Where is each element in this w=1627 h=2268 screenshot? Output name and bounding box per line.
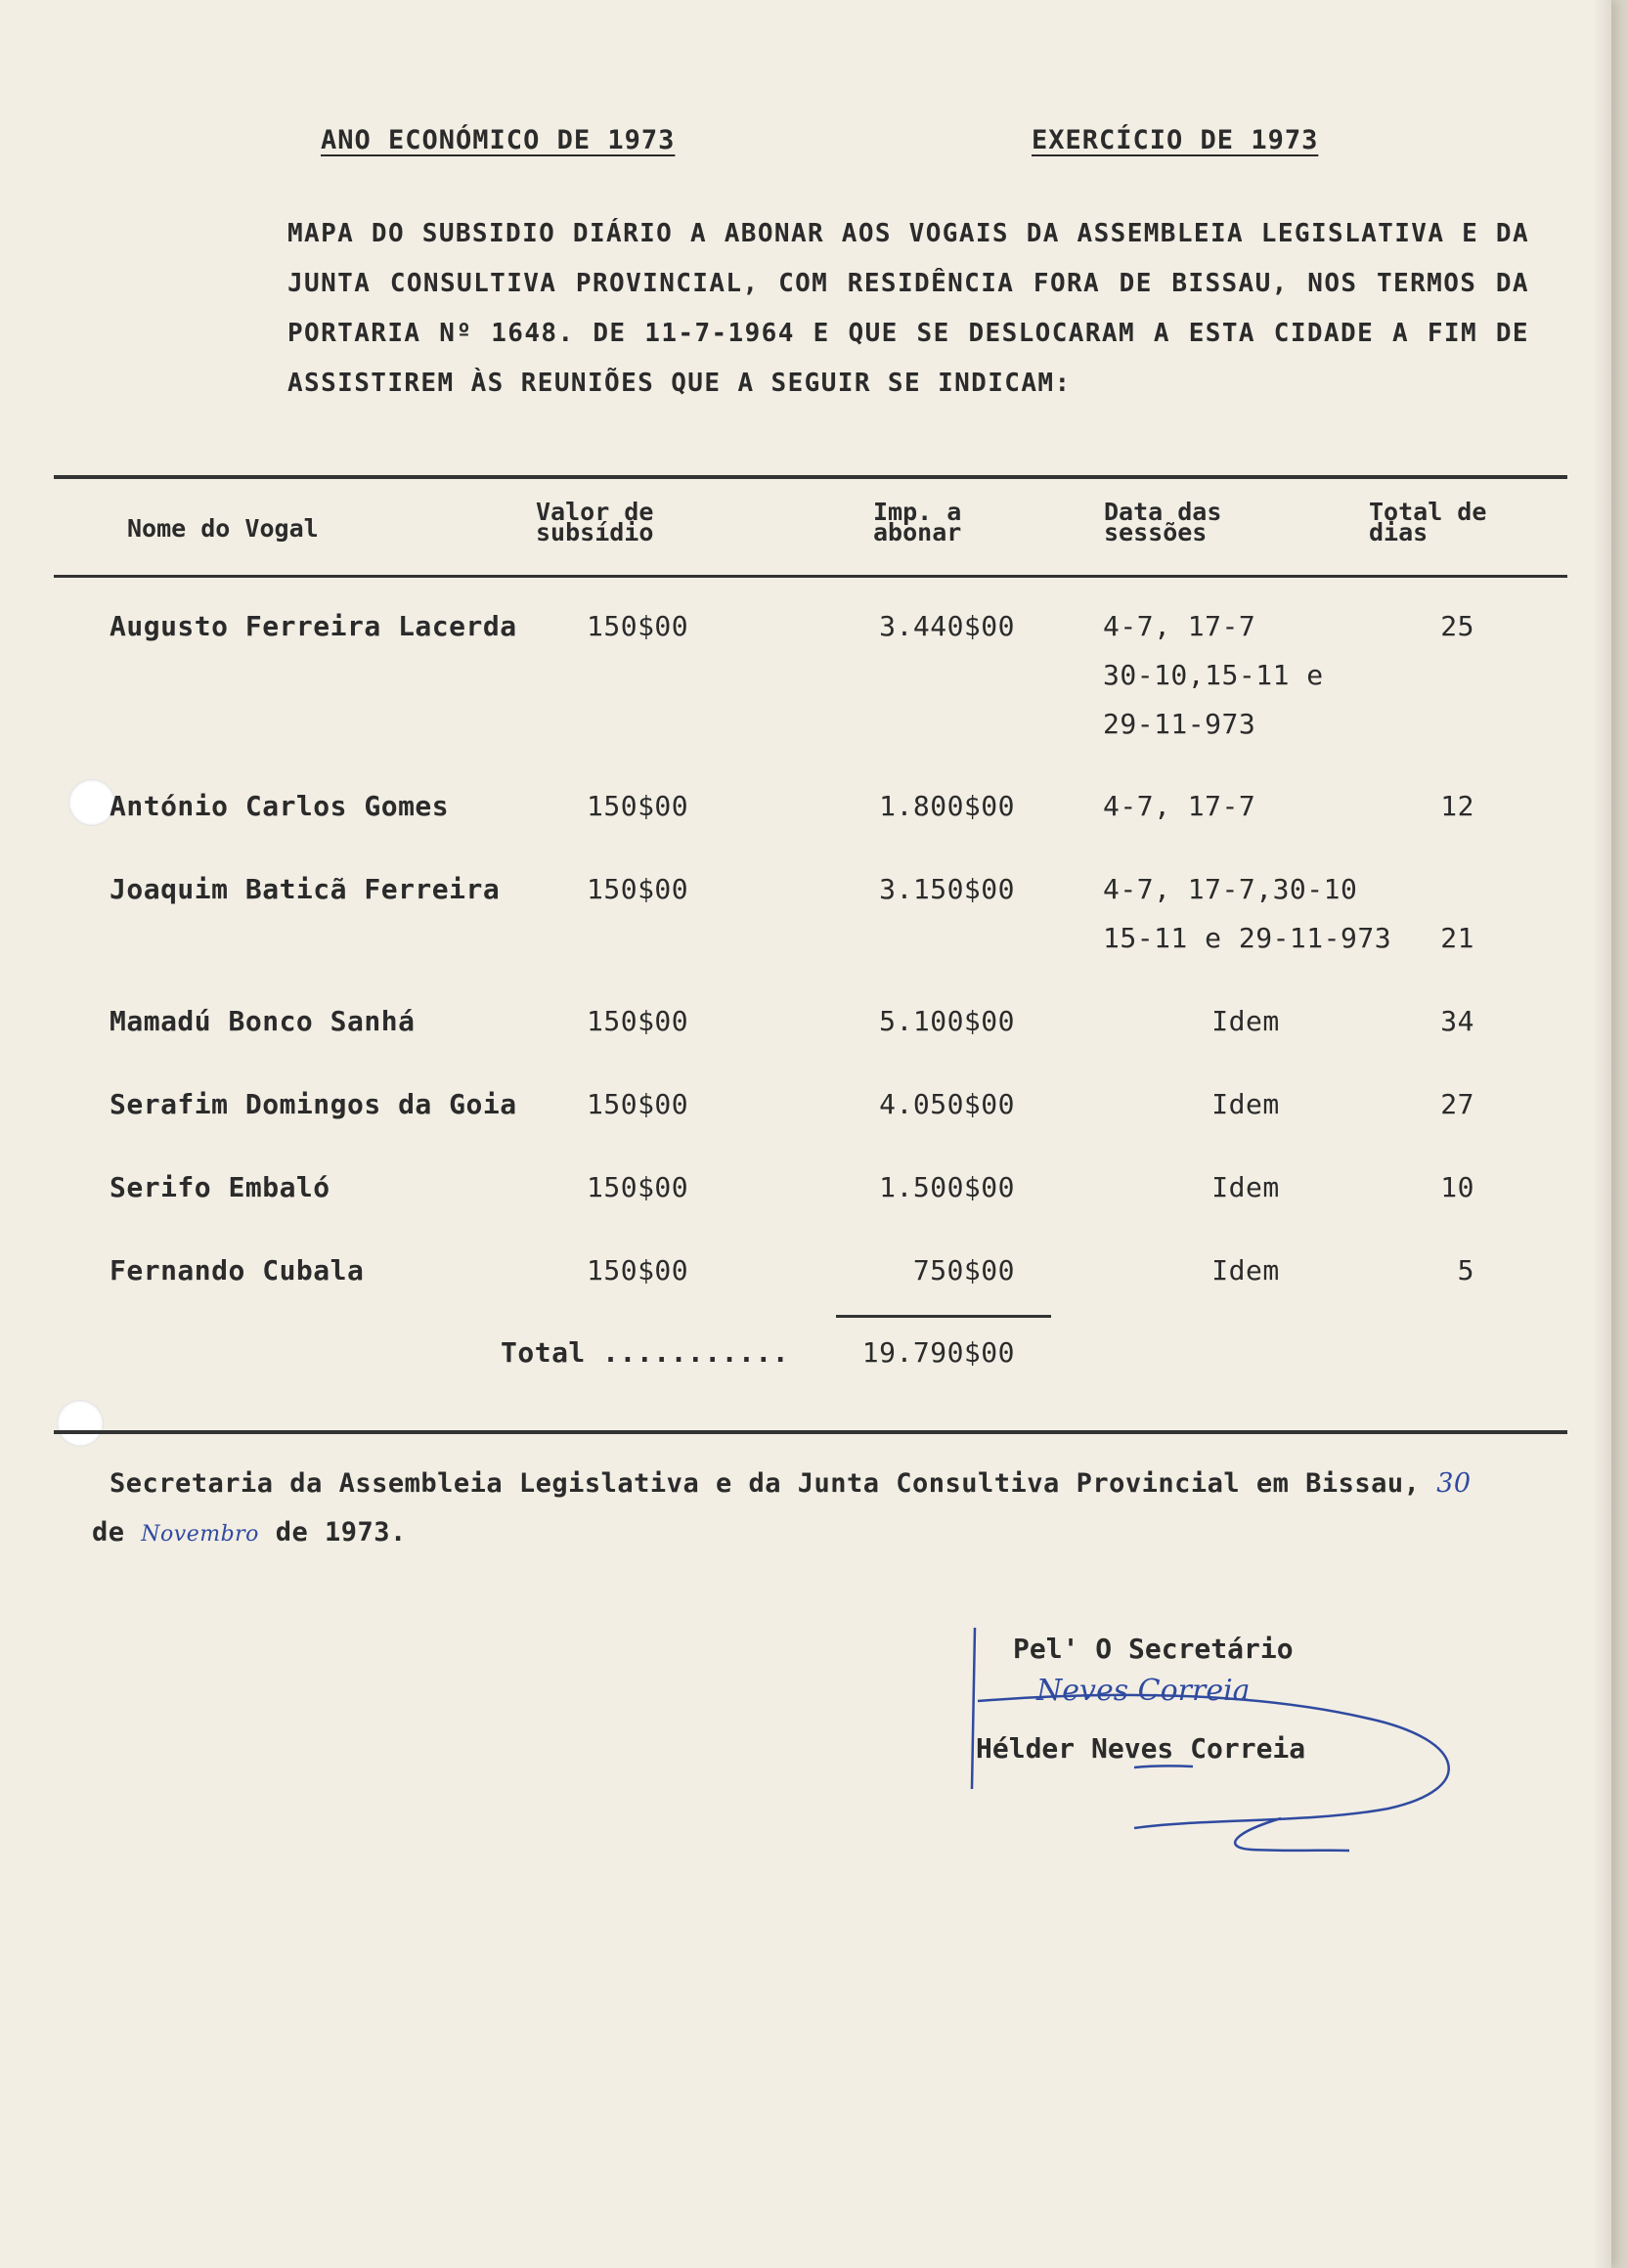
total-dias: 21 — [1440, 922, 1474, 954]
valor-subsidio: 150$00 — [587, 1088, 689, 1120]
data-sessoes: Idem — [1211, 1005, 1280, 1037]
col-header-imp: Imp. a abonar — [873, 498, 962, 546]
importancia-abonar: 750$00 — [912, 1254, 1015, 1287]
col-header-data: Data das sessões — [1104, 498, 1222, 546]
data-sessoes: Idem — [1211, 1171, 1280, 1203]
handwritten-day: 30 — [1436, 1468, 1472, 1499]
vogal-name: Augusto Ferreira Lacerda — [110, 610, 517, 642]
total-dias: 5 — [1457, 1254, 1474, 1287]
handwritten-month: Novembro — [141, 1522, 259, 1547]
vogal-name: António Carlos Gomes — [110, 790, 450, 822]
vogal-name: Fernando Cubala — [110, 1254, 365, 1287]
vogal-name: Joaquim Baticã Ferreira — [110, 873, 501, 905]
importancia-abonar: 3.150$00 — [879, 873, 1015, 905]
col-header-valor: Valor de subsídio — [536, 498, 654, 546]
data-sessoes: 4-7, 17-7 — [1103, 790, 1256, 822]
signature-role: Pel' O Secretário — [1013, 1633, 1294, 1665]
table-top-rule — [54, 475, 1567, 479]
total-dias: 27 — [1440, 1088, 1474, 1120]
punch-hole-bottom — [57, 1400, 104, 1447]
importancia-abonar: 1.500$00 — [879, 1171, 1015, 1203]
signatory-name: Hélder Neves Correia — [976, 1732, 1306, 1765]
sum-rule — [836, 1315, 1051, 1318]
total-dias: 34 — [1440, 1005, 1474, 1037]
col-header-total: Total de dias — [1369, 498, 1487, 546]
valor-subsidio: 150$00 — [587, 873, 689, 905]
intro-paragraph: MAPA DO SUBSIDIO DIÁRIO A ABONAR AOS VOGAIS DA ASSEMBLEIA LEGISLATIVA E DA JUNTA CONSULTIVA PROVINCIAL, COM RESIDÊNCIA FORA DE BISSAU, NOS TERMOS DA PORTARIA Nº 1648. DE 11-7-1964 E QUE SE DESLOCARAM A ESTA CIDADE A FIM DE ASSISTIREM ÀS REUNIÕES QUE A SEGUIR SE INDICAM: — [287, 219, 1529, 398]
data-sessoes: Idem — [1211, 1254, 1280, 1287]
table-bottom-rule — [54, 1430, 1567, 1434]
vogal-name: Serafim Domingos da Goia — [110, 1088, 517, 1120]
valor-subsidio: 150$00 — [587, 1005, 689, 1037]
data-sessoes: 30-10,15-11 e — [1103, 659, 1324, 691]
valor-subsidio: 150$00 — [587, 610, 689, 642]
valor-subsidio: 150$00 — [587, 1254, 689, 1287]
col-header-nome: Nome do Vogal — [127, 514, 319, 543]
total-dias: 25 — [1440, 610, 1474, 642]
signature-flourish — [958, 1623, 1467, 1877]
header-exercise: EXERCÍCIO DE 1973 — [1032, 125, 1319, 155]
data-sessoes: Idem — [1211, 1088, 1280, 1120]
total-dias: 10 — [1440, 1171, 1474, 1203]
punch-hole-top — [68, 779, 115, 826]
header-bottom-rule — [54, 575, 1567, 578]
header-fiscal-year: ANO ECONÓMICO DE 1973 — [321, 125, 676, 155]
data-sessoes: 29-11-973 — [1103, 708, 1256, 740]
footer-line-2: de Novembro de 1973. — [92, 1517, 407, 1548]
data-sessoes: 4-7, 17-7 — [1103, 610, 1256, 642]
data-sessoes: 4-7, 17-7,30-10 — [1103, 873, 1358, 905]
vogal-name: Serifo Embaló — [110, 1171, 330, 1203]
importancia-abonar: 4.050$00 — [879, 1088, 1015, 1120]
handwritten-signature: Neves Correia — [1036, 1674, 1251, 1708]
total-dias: 12 — [1440, 790, 1474, 822]
total-value: 19.790$00 — [861, 1336, 1015, 1369]
valor-subsidio: 150$00 — [587, 1171, 689, 1203]
valor-subsidio: 150$00 — [587, 790, 689, 822]
importancia-abonar: 3.440$00 — [879, 610, 1015, 642]
importancia-abonar: 1.800$00 — [879, 790, 1015, 822]
total-label: Total ........... — [501, 1336, 790, 1369]
data-sessoes: 15-11 e 29-11-973 — [1103, 922, 1392, 954]
importancia-abonar: 5.100$00 — [879, 1005, 1015, 1037]
vogal-name: Mamadú Bonco Sanhá — [110, 1005, 416, 1037]
footer-line-1: Secretaria da Assembleia Legislativa e da Junta Consultiva Provincial em Bissau, 30 — [110, 1468, 1472, 1499]
